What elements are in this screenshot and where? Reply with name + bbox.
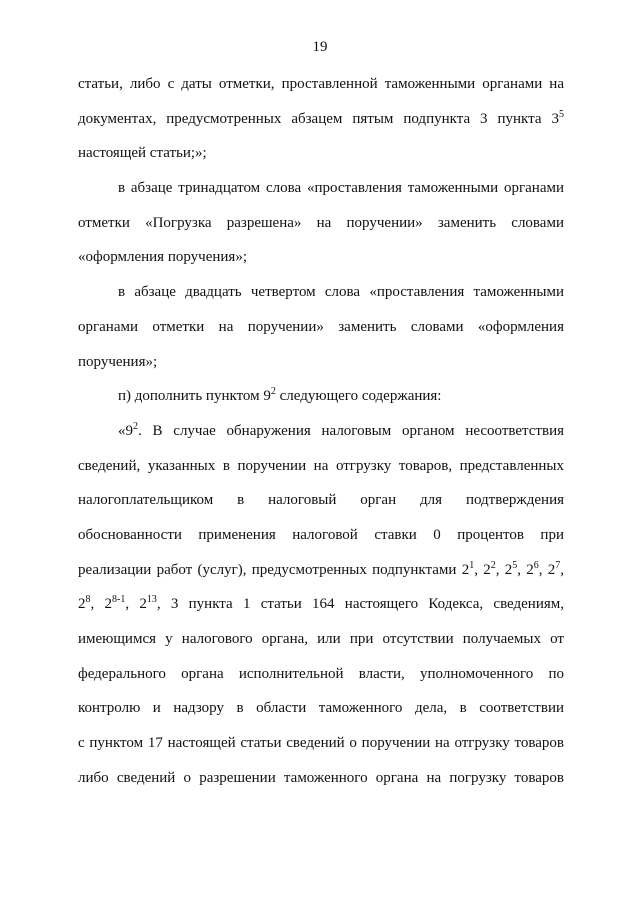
text-segment: статьи, либо с даты отметки, проставленной таможенными органами на <box>78 76 564 92</box>
text-segment: «оформления поручения»; <box>78 249 247 266</box>
text-line <box>78 72 564 107</box>
text-segment: , <box>560 561 565 578</box>
text-segment: , 2 <box>538 561 556 578</box>
text-segment: , 2 <box>90 596 113 613</box>
text-segment: . В случае обнаружения налоговым органом несоответствия <box>138 422 564 439</box>
superscript: 1 <box>469 559 475 571</box>
text-line <box>78 384 564 419</box>
text-segment: федерального органа исполнительной власти, уполномоченного по <box>78 665 564 682</box>
text-line <box>78 558 564 593</box>
text-segment: 2 <box>78 596 86 613</box>
text-segment: , 2 <box>495 561 513 578</box>
document-body <box>78 72 564 800</box>
text-line <box>78 350 564 385</box>
text-line <box>78 523 564 558</box>
superscript: 5 <box>559 108 564 120</box>
text-line <box>78 454 564 489</box>
text-segment: п) дополнить пунктом 9 <box>118 388 271 405</box>
text-segment: отметки «Погрузка разрешена» на поручении» заменить словами <box>78 214 564 231</box>
text-line <box>78 731 564 766</box>
text-segment: в абзаце тринадцатом слова «проставления таможенными органами <box>118 180 564 197</box>
text-segment: , 2 <box>474 561 491 578</box>
text-segment: контролю и надзору в области таможенного дела, в соответствии <box>78 700 564 717</box>
text-segment: налогоплательщиком в налоговый орган для подтверждения <box>78 492 564 509</box>
text-line <box>78 696 564 731</box>
text-line <box>78 627 564 662</box>
text-line <box>78 141 564 176</box>
text-segment: либо сведений о разрешении таможенного органа на погрузку товаров <box>78 769 564 786</box>
text-segment: следующего содержания: <box>275 388 442 405</box>
text-line <box>78 107 564 142</box>
text-line <box>78 176 564 211</box>
text-segment: реализации работ (услуг), предусмотренных подпунктами 2 <box>78 561 470 578</box>
text-line <box>78 766 564 801</box>
superscript: 8 <box>85 594 91 606</box>
text-line <box>78 662 564 697</box>
text-segment: сведений, указанных в поручении на отгрузку товаров, представленных <box>78 457 564 474</box>
superscript: 8-1 <box>112 594 126 606</box>
text-segment: «9 <box>118 422 133 439</box>
text-line <box>78 280 564 315</box>
superscript: 7 <box>555 559 561 571</box>
text-segment: документах, предусмотренных абзацем пятым подпункта 3 пункта 3 <box>78 110 559 127</box>
text-line <box>78 211 564 246</box>
superscript: 2 <box>270 386 276 398</box>
superscript: 6 <box>533 559 539 571</box>
text-line <box>78 592 564 627</box>
text-segment: в абзаце двадцать четвертом слова «проставления таможенными <box>118 284 564 301</box>
text-segment: , 2 <box>517 561 534 578</box>
text-segment: имеющимся у налогового органа, или при отсутствии получаемых от <box>78 631 564 647</box>
text-segment: обоснованности применения налоговой ставки 0 процентов при <box>78 526 564 543</box>
text-segment: , 2 <box>125 596 147 613</box>
text-line <box>78 419 564 454</box>
page-number: 19 <box>312 39 328 55</box>
text-line <box>78 488 564 523</box>
text-segment: органами отметки на поручении» заменить словами «оформления <box>78 318 564 335</box>
superscript: 5 <box>512 559 518 571</box>
text-segment: поручения»; <box>78 353 158 370</box>
superscript: 2 <box>490 559 496 571</box>
text-segment: , 3 пункта 1 статьи 164 настоящего Кодекса, сведениям, <box>156 596 565 613</box>
text-line <box>78 245 564 280</box>
superscript: 13 <box>146 594 157 606</box>
text-segment: настоящей статьи;»; <box>78 145 207 162</box>
text-line <box>78 315 564 350</box>
text-segment: с пунктом 17 настоящей статьи сведений о поручении на отгрузку товаров <box>78 735 564 752</box>
superscript: 2 <box>133 420 138 432</box>
